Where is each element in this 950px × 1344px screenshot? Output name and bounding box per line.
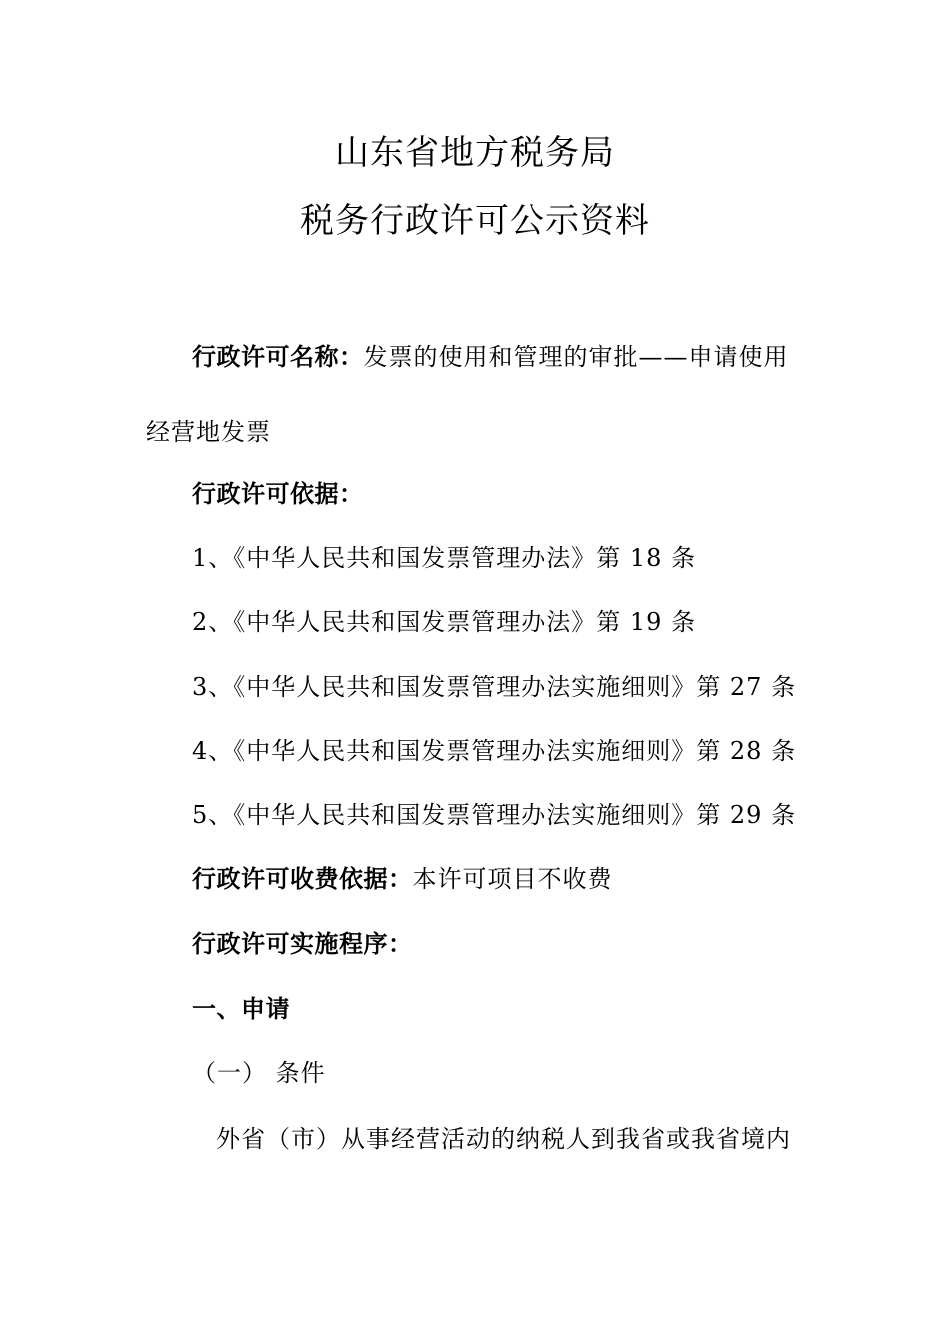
basis-item-4: 4、《中华人民共和国发票管理办法实施细则》第 28 条 — [192, 737, 797, 765]
fee-basis-label: 行政许可收费依据： — [192, 865, 413, 893]
condition-text: 外省（市）从事经营活动的纳税人到我省或我省境内 — [216, 1125, 791, 1153]
condition-heading: （一） 条件 — [192, 1059, 326, 1087]
license-name-label: 行政许可名称： — [192, 343, 364, 371]
basis-item-1: 1、《中华人民共和国发票管理办法》第 18 条 — [192, 544, 697, 572]
fee-basis-value: 本许可项目不收费 — [412, 865, 613, 893]
fee-basis-line — [192, 864, 613, 894]
basis-item-5: 5、《中华人民共和国发票管理办法实施细则》第 29 条 — [192, 801, 797, 829]
basis-item-2: 2、《中华人民共和国发票管理办法》第 19 条 — [192, 608, 697, 636]
procedure-label: 行政许可实施程序： — [192, 930, 413, 958]
document-title-line2: 税务行政许可公示资料 — [300, 201, 650, 241]
license-name-value-line1: 发票的使用和管理的审批——申请使用 — [363, 343, 789, 371]
basis-item-3: 3、《中华人民共和国发票管理办法实施细则》第 27 条 — [192, 673, 797, 701]
license-name-value-line2: 经营地发票 — [146, 418, 271, 446]
document-title-line1: 山东省地方税务局 — [335, 133, 615, 173]
step1-heading: 一、申请 — [192, 995, 290, 1023]
license-basis-label: 行政许可依据： — [192, 480, 364, 508]
license-name-line — [192, 342, 789, 372]
